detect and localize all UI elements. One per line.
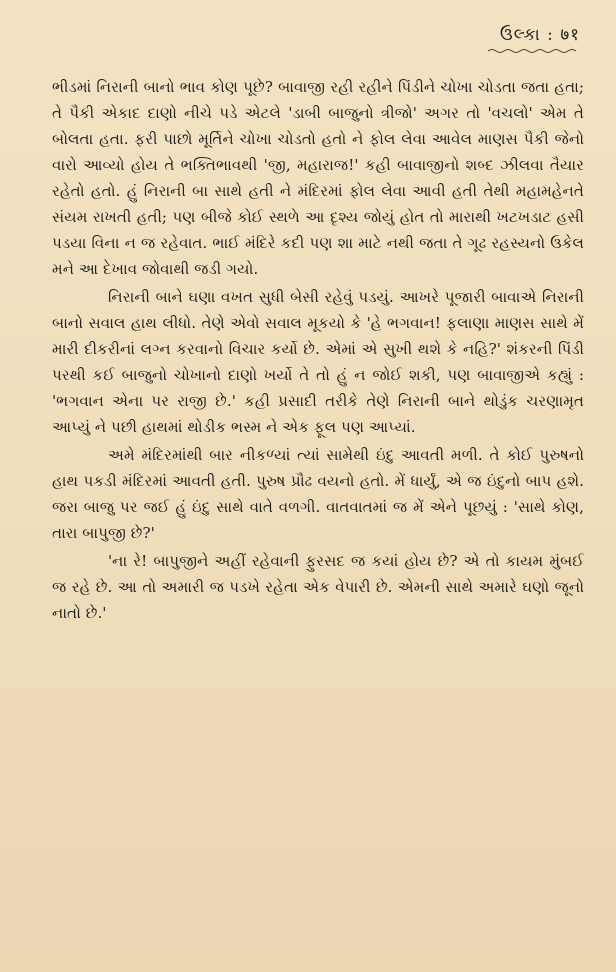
paragraph-1: ભીડમાં નિરાની બાનો ભાવ કોણ પૂછે? બાવાજી રહી રહીને પિંડીને ચોખા ચોડતા જતા હતા; તે પૈકી એકાદ દાણો નીચે પડે એટલે 'ડાબી બાજુનો ત્રીજો' અગર તો 'વચલો' એમ તે બોલતા હતા. ફરી પાછો મૂર્તિને ચોખા ચોડતો હતો ને ફોલ લેવા આવેલ માણસ પૈકી જેનો વારો આવ્યો હોય તે ભક્તિભાવથી 'જી, મહારાજ!' કહી બાવાજીનો શબ્દ ઝીલવા તૈયાર રહેતો હતો. હું નિરાની બા સાથે હતી ને મંદિરમાં ફોલ લેવા આવી હતી તેથી મહામહેનતે સંયમ રાખતી હતી; પણ બીજે કોઈ સ્થળે આ દૃશ્ય જોયું હોત તો મારાથી ખટખડાટ હસી પડયા વિના ન જ રહેવાત. ભાઈ મંદિરે કદી પણ શા માટે નથી જતા તે ગૂઢ રહસ્યનો ઉકેલ મને આ દેખાવ જોવાથી જડી ગયો. [52,78,584,278]
wavy-underline-ornament [488,47,580,55]
body-text [52,74,584,628]
paragraph-3: અમે મંદિરમાંથી બાર નીકળ્યાં ત્યાં સામેથી ઇંદુ આવતી મળી. તે કોઈ પુરુષનો હાથ પકડી મંદિરમાં આવતી હતી. પુરુષ પ્રૌઢ વયનો હતો. મેં ધાર્યું, એ જ ઇંદુનો બાપ હશે. જરા બાજુ પર જઈ હું ઇંદુ સાથે વાતે વળગી. વાતવાતમાં જ મેં એને પૂછયું : 'સાથે કોણ, તારા બાપુજી છે?' [52,446,584,542]
page-header [488,22,580,55]
paragraph-4: 'ના રે! બાપુજીને અહીં રહેવાની ફુરસદ જ કયાં હોય છે? એ તો કાયમ મુંબઈ જ રહે છે. આ તો અમારી જ પડખે રહેતા એક વેપારી છે. એમની સાથે અમારે ઘણો જૂનો નાતો છે.' [52,552,584,622]
running-head: ઉલ્કા : ७१ [499,25,580,45]
paragraph-2: નિરાની બાને ઘણા વખત સુધી બેસી રહેવું પડયું. આખરે પૂજારી બાવાએ નિરાની બાનો સવાલ હાથ લીધો. તેણે એવો સવાલ મૂકયો કે 'હે ભગવાન! ફલાણા માણસ સાથે મેં મારી દીકરીનાં લગ્ન કરવાનો વિચાર કર્યો છે. એમાં એ સુખી થશે કે નહિ?' શંકરની પિંડી પરથી કઈ બાજુનો ચોખાનો દાણો ખર્યો તે તો હું ન જોઈ શકી, પણ બાવાજીએ કહ્યું : 'ભગવાન એના પર રાજી છે.' કહી પ્રસાદી તરીકે તેણે નિરાની બાને થોડુંક ચરણામૃત આપ્યું ને પછી હાથમાં થોડીક ભસ્મ ને એક ફૂલ પણ આપ્યાં. [52,288,584,436]
